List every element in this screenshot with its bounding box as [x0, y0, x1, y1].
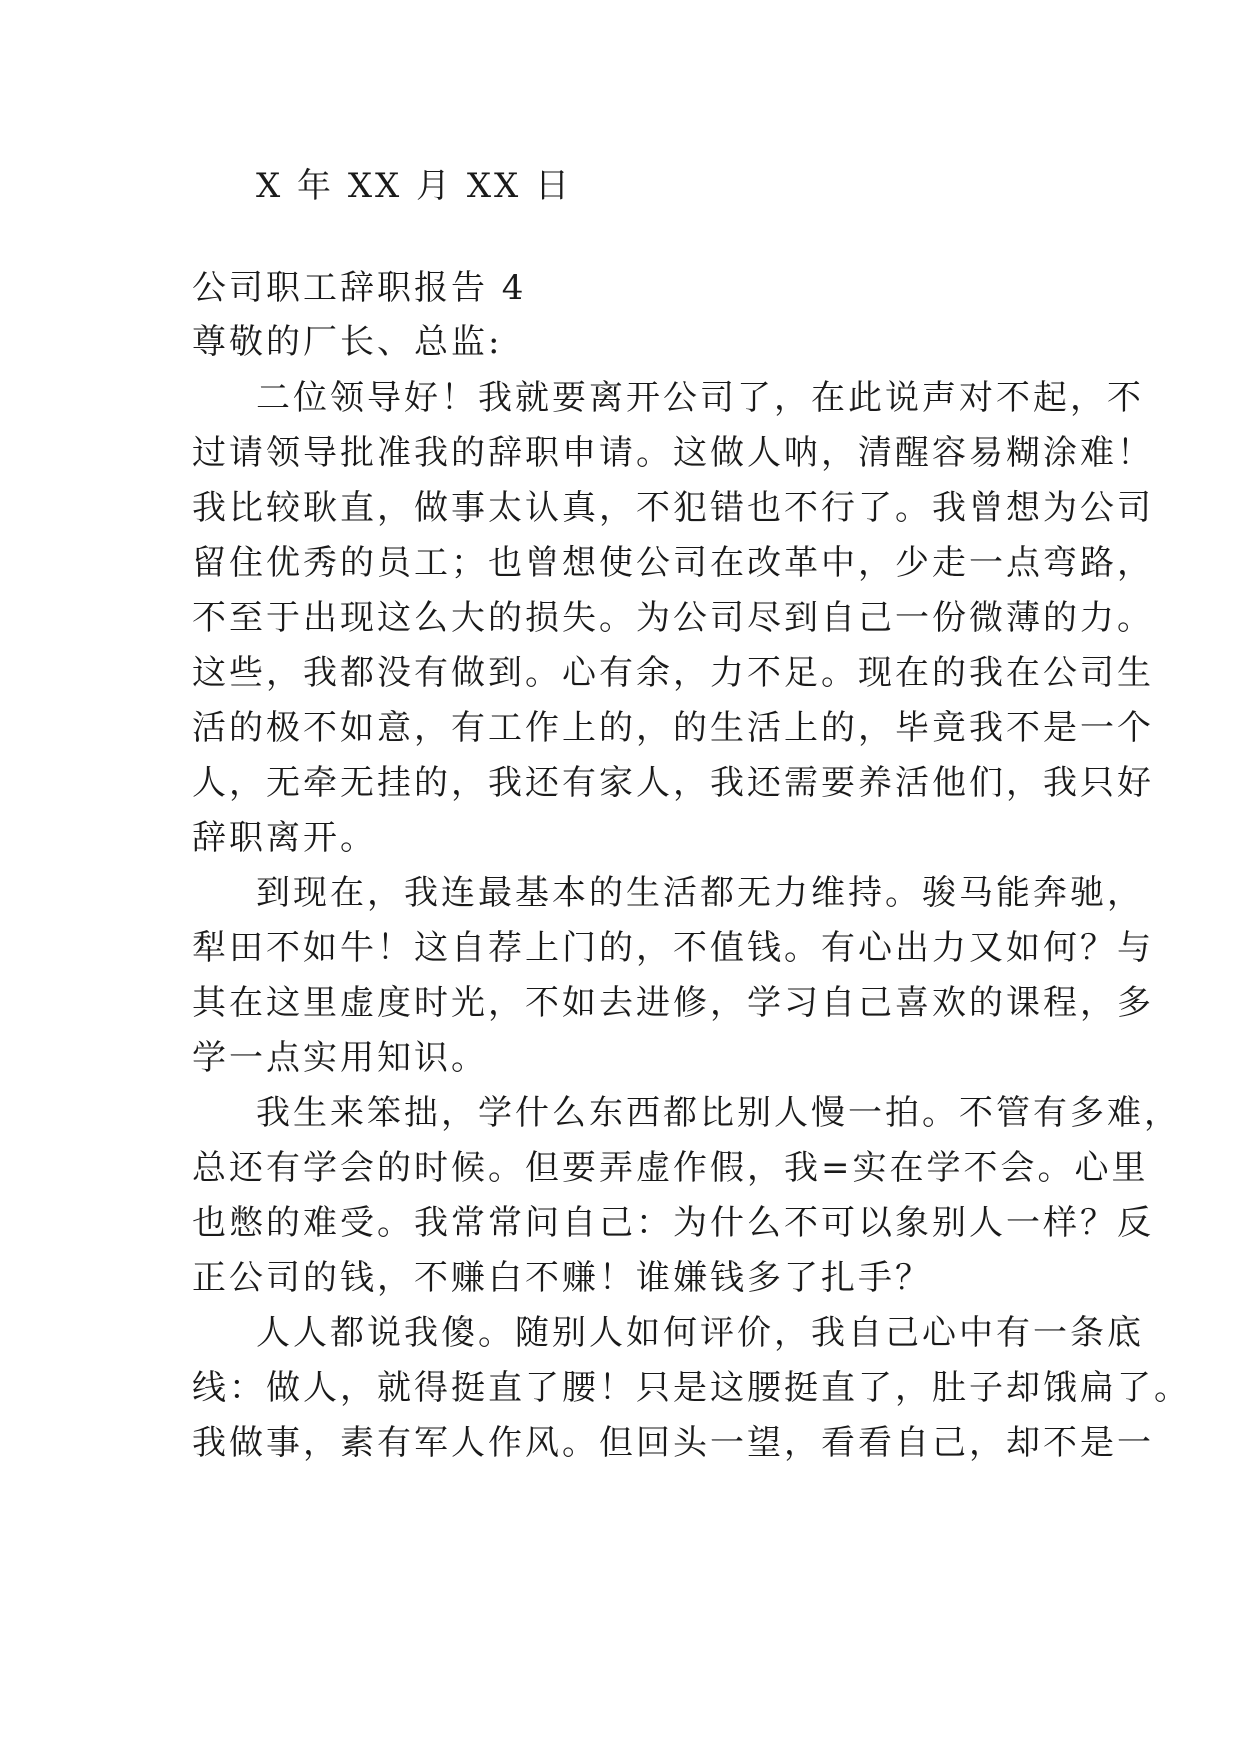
paragraph-2-line-2: 犁田不如牛！这自荐上门的，不值钱。有心出力又如何？与: [192, 928, 1154, 968]
paragraph-3-line-3: 也憋的难受。我常常问自己：为什么不可以象别人一样？反: [192, 1203, 1154, 1243]
salutation: 尊敬的厂长、总监:: [192, 322, 503, 362]
paragraph-1-line-5: 不至于出现这么大的损失。为公司尽到自己一份微薄的力。: [192, 598, 1154, 638]
paragraph-3-line-4: 正公司的钱，不赚白不赚！谁嫌钱多了扎手？: [192, 1258, 932, 1298]
document-title: 公司职工辞职报告 4: [192, 268, 527, 308]
paragraph-1-line-7: 活的极不如意，有工作上的，的生活上的，毕竟我不是一个: [192, 708, 1154, 748]
paragraph-4-line-1: 人人都说我傻。随别人如何评价，我自己心中有一条底: [256, 1313, 1144, 1353]
paragraph-2-line-4: 学一点实用知识。: [192, 1038, 488, 1078]
paragraph-2-line-3: 其在这里虚度时光，不如去进修，学习自己喜欢的课程，多: [192, 983, 1154, 1023]
paragraph-1-line-1: 二位领导好！我就要离开公司了，在此说声对不起，不: [256, 378, 1144, 418]
paragraph-1-line-3: 我比较耿直，做事太认真，不犯错也不行了。我曾想为公司: [192, 488, 1154, 528]
paragraph-1-line-8: 人，无牵无挂的，我还有家人，我还需要养活他们，我只好: [192, 763, 1154, 803]
paragraph-1-line-6: 这些，我都没有做到。心有余，力不足。现在的我在公司生: [192, 653, 1154, 693]
paragraph-2-line-1: 到现在，我连最基本的生活都无力维持。骏马能奔驰，: [256, 873, 1144, 913]
paragraph-1-line-9: 辞职离开。: [192, 818, 377, 858]
paragraph-4-line-3: 我做事，素有军人作风。但回头一望，看看自己，却不是一: [192, 1423, 1154, 1463]
paragraph-1-line-2: 过请领导批准我的辞职申请。这做人呐，清醒容易糊涂难！: [192, 433, 1154, 473]
date-line: X 年 XX 月 XX 日: [256, 166, 573, 206]
paragraph-3-line-2: 总还有学会的时候。但要弄虚作假，我=实在学不会。心里: [192, 1148, 1149, 1188]
paragraph-3-line-1: 我生来笨拙，学什么东西都比别人慢一拍。不管有多难，: [256, 1093, 1181, 1133]
paragraph-1-line-4: 留住优秀的员工；也曾想使公司在改革中，少走一点弯路，: [192, 543, 1154, 583]
paragraph-4-line-2: 线：做人，就得挺直了腰！只是这腰挺直了，肚子却饿扁了。: [192, 1368, 1191, 1408]
